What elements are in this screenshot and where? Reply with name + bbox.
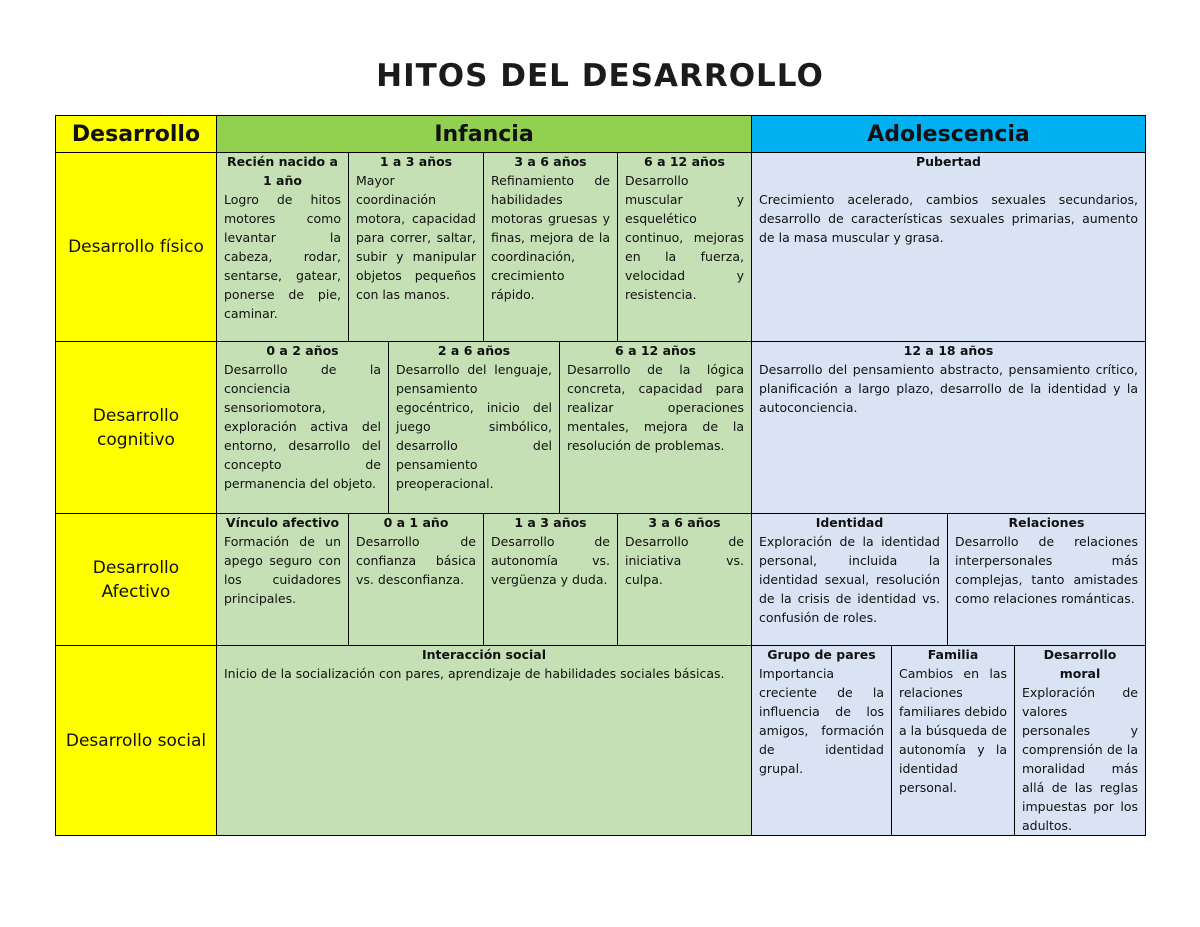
column-text: Formación de un apego seguro con los cuidadores principales.	[224, 534, 341, 606]
column-text: Desarrollo de iniciativa vs. culpa.	[625, 534, 744, 587]
afectivo-adolescencia-col-1	[948, 513, 1145, 645]
cognitivo-col-0	[217, 341, 388, 513]
column-text: Logro de hitos motores como levantar la cabeza, rodar, sentarse, gatear, ponerse de pie, caminar.	[224, 192, 341, 321]
social-adolescencia-col-1	[892, 645, 1014, 835]
row-label-social	[55, 645, 217, 836]
column-heading: 1 a 3 años	[379, 154, 453, 169]
social-adolescencia-col-2	[1015, 645, 1145, 835]
column-text: Desarrollo de relaciones interpersonales más complejas, tanto amistades como relaciones románticas.	[955, 534, 1138, 606]
row-label-fisico	[55, 152, 217, 342]
column-heading: 0 a 1 año	[383, 515, 449, 530]
fisico-col-1	[349, 152, 483, 341]
row-label-text: Desarrollo social	[65, 730, 207, 751]
social-adolescencia-col-0	[752, 645, 891, 835]
column-text: Cambios en las relaciones familiares debido a la búsqueda de autonomía y la identidad personal.	[899, 666, 1007, 795]
header-infancia: Infancia	[216, 115, 752, 153]
column-heading: 2 a 6 años	[437, 343, 511, 358]
column-text: Inicio de la socialización con pares, aprendizaje de habilidades sociales básicas.	[224, 666, 725, 681]
row-label-text: Desarrollo Afectivo	[92, 557, 180, 602]
column-heading: Identidad	[815, 515, 884, 530]
column-heading: Interacción social	[422, 647, 546, 662]
column-heading: 0 a 2 años	[266, 343, 339, 358]
column-heading: Relaciones	[1008, 515, 1085, 530]
social-infancia-col	[217, 645, 751, 835]
column-heading: Vínculo afectivo	[225, 515, 340, 530]
column-heading: 6 a 12 años	[644, 154, 725, 169]
afectivo-adolescencia-col-0	[752, 513, 947, 645]
fisico-col-3	[618, 152, 751, 341]
row-label-text: Desarrollo físico	[68, 237, 204, 257]
afectivo-col-2	[484, 513, 617, 645]
cognitivo-adolescencia-col	[752, 341, 1145, 513]
cognitivo-col-2	[560, 341, 751, 513]
column-text: Mayor coordinación motora, capacidad para correr, saltar, subir y manipular objetos pequeños con las manos.	[356, 173, 476, 302]
afectivo-col-1	[349, 513, 483, 645]
column-text: Importancia creciente de la influencia de los amigos, formación de identidad grupal.	[759, 666, 884, 776]
page-title: HITOS DEL DESARROLLO	[376, 58, 824, 94]
column-text: Desarrollo muscular y esquelético continuo, mejoras en la fuerza, velocidad y resistencia.	[625, 173, 744, 302]
afectivo-col-0	[217, 513, 348, 645]
header-desarrollo: Desarrollo	[55, 115, 217, 153]
column-heading: 3 a 6 años	[648, 515, 721, 530]
row-label-cognitivo	[55, 341, 217, 514]
column-heading: 1 a 3 años	[514, 515, 587, 530]
column-heading: Desarrollo moral	[1043, 647, 1117, 681]
column-heading: Pubertad	[915, 154, 981, 169]
column-text: Desarrollo del lenguaje, pensamiento egocéntrico, inicio del juego simbólico, desarrollo del pensamiento preoperacional.	[396, 362, 552, 491]
column-text: Desarrollo de la conciencia sensoriomotora, exploración activa del entorno, desarrollo del concepto de permanencia del objeto.	[224, 362, 381, 491]
column-heading: 12 a 18 años	[903, 343, 994, 358]
column-text: Refinamiento de habilidades motoras gruesas y finas, mejora de la coordinación, crecimiento rápido.	[491, 173, 610, 302]
column-text: Desarrollo de la lógica concreta, capacidad para realizar operaciones mentales, mejora de la resolución de problemas.	[567, 362, 744, 453]
row-label-afectivo	[55, 513, 217, 646]
column-text: Exploración de valores personales y comprensión de la moralidad más allá de las reglas impuestas por los adultos.	[1022, 685, 1138, 833]
column-heading: 6 a 12 años	[615, 343, 696, 358]
column-heading: Grupo de pares	[767, 647, 876, 662]
column-text: Exploración de la identidad personal, incluida la identidad sexual, resolución de la crisis de identidad vs. confusión de roles.	[759, 534, 940, 625]
fisico-adolescencia-col	[752, 152, 1145, 341]
column-heading: 3 a 6 años	[514, 154, 587, 169]
column-text: Desarrollo de autonomía vs. vergüenza y duda.	[491, 534, 610, 587]
afectivo-col-3	[618, 513, 751, 645]
row-label-text: Desarrollo cognitivo	[92, 405, 180, 450]
fisico-col-2	[484, 152, 617, 341]
column-heading: Familia	[927, 647, 979, 662]
header-adolescencia: Adolescencia	[751, 115, 1146, 153]
fisico-col-0	[217, 152, 348, 341]
column-heading: Recién nacido a 1 año	[227, 154, 338, 188]
column-text: Crecimiento acelerado, cambios sexuales secundarios, desarrollo de características sexuales primarias, aumento de la masa muscular y grasa.	[759, 192, 1138, 245]
cognitivo-col-1	[389, 341, 559, 513]
column-text: Desarrollo de confianza básica vs. desconfianza.	[356, 534, 476, 587]
column-text: Desarrollo del pensamiento abstracto, pensamiento crítico, planificación a largo plazo, desarrollo de la identidad y la autoconciencia.	[759, 362, 1138, 415]
